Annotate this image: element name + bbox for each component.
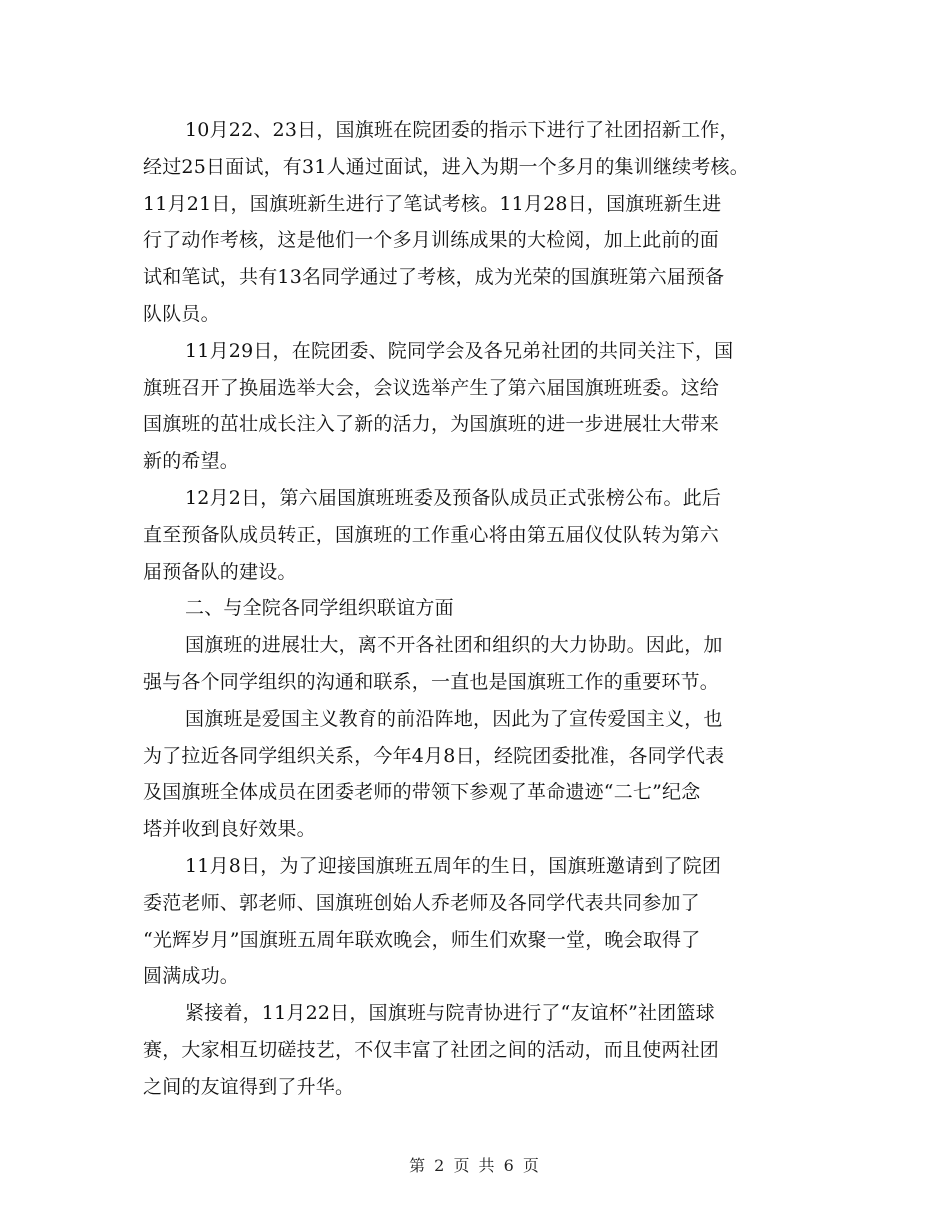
document-body [143, 112, 823, 1106]
paragraph-1-line-2: 经过25日面试，有31人通过面试，进入为期一个多月的集训继续考核。 [143, 155, 749, 178]
paragraph-2-line-2: 旗班召开了换届选举大会，会议选举产生了第六届国旗班班委。这给 [143, 376, 720, 399]
paragraph-7-line-3: 之间的友谊得到了升华。 [143, 1075, 355, 1098]
paragraph-3-line-1: 12月2日，第六届国旗班班委及预备队成员正式张榜公布。此后 [185, 486, 722, 509]
paragraph-4-line-2: 强与各个同学组织的沟通和联系，一直也是国旗班工作的重要环节。 [143, 670, 720, 693]
paragraph-4-line-1: 国旗班的进展壮大，离不开各社团和组织的大力协助。因此，加 [185, 634, 723, 657]
paragraph-6-line-3: “光辉岁月”国旗班五周年联欢晚会，师生们欢聚一堂，晚会取得了 [143, 928, 701, 951]
paragraph-3-line-2: 直至预备队成员转正，国旗班的工作重心将由第五届仪仗队转为第六 [143, 523, 720, 546]
paragraph-2-line-1: 11月29日，在院团委、院同学会及各兄弟社团的共同关注下，国 [185, 339, 734, 362]
paragraph-1-line-1: 10月22、23日，国旗班在院团委的指示下进行了社团招新工作， [185, 119, 739, 141]
paragraph-2-line-3: 国旗班的茁壮成长注入了新的活力，为国旗班的进一步进展壮大带来 [143, 413, 720, 436]
section-heading: 二、与全院各同学组织联谊方面 [185, 597, 454, 620]
paragraph-5-line-4: 塔并收到良好效果。 [143, 818, 316, 841]
paragraph-7-line-1: 紧接着，11月22日，国旗班与院青协进行了“友谊杯”社团篮球 [185, 1002, 715, 1025]
paragraph-5-line-1: 国旗班是爱国主义教育的前沿阵地，因此为了宣传爱国主义，也 [185, 707, 723, 730]
paragraph-2-line-4: 新的希望。 [143, 450, 240, 473]
paragraph-5-line-2: 为了拉近各同学组织关系，今年4月8日，经院团委批准，各同学代表 [143, 744, 725, 767]
paragraph-3-line-3: 届预备队的建设。 [143, 560, 297, 583]
paragraph-5-line-3: 及国旗班全体成员在团委老师的带领下参观了革命遗迹“二七”纪念 [143, 781, 701, 804]
paragraph-1-line-3: 11月21日，国旗班新生进行了笔试考核。11月28日，国旗班新生进 [143, 192, 722, 215]
paragraph-1-line-4: 行了动作考核，这是他们一个多月训练成果的大检阅，加上此前的面 [143, 229, 720, 252]
page-number-footer: 第 2 页 共 6 页 [409, 1156, 541, 1175]
paragraph-6-line-2: 委范老师、郭老师、国旗班创始人乔老师及各同学代表共同参加了 [143, 891, 700, 914]
paragraph-6-line-4: 圆满成功。 [143, 965, 240, 988]
paragraph-1-line-6: 队队员。 [143, 302, 220, 325]
paragraph-7-line-2: 赛，大家相互切磋技艺，不仅丰富了社团之间的活动，而且使两社团 [143, 1038, 720, 1061]
paragraph-1-line-5: 试和笔试，共有13名同学通过了考核，成为光荣的国旗班第六届预备 [143, 266, 725, 289]
paragraph-6-line-1: 11月8日，为了迎接国旗班五周年的生日，国旗班邀请到了院团 [185, 854, 722, 877]
